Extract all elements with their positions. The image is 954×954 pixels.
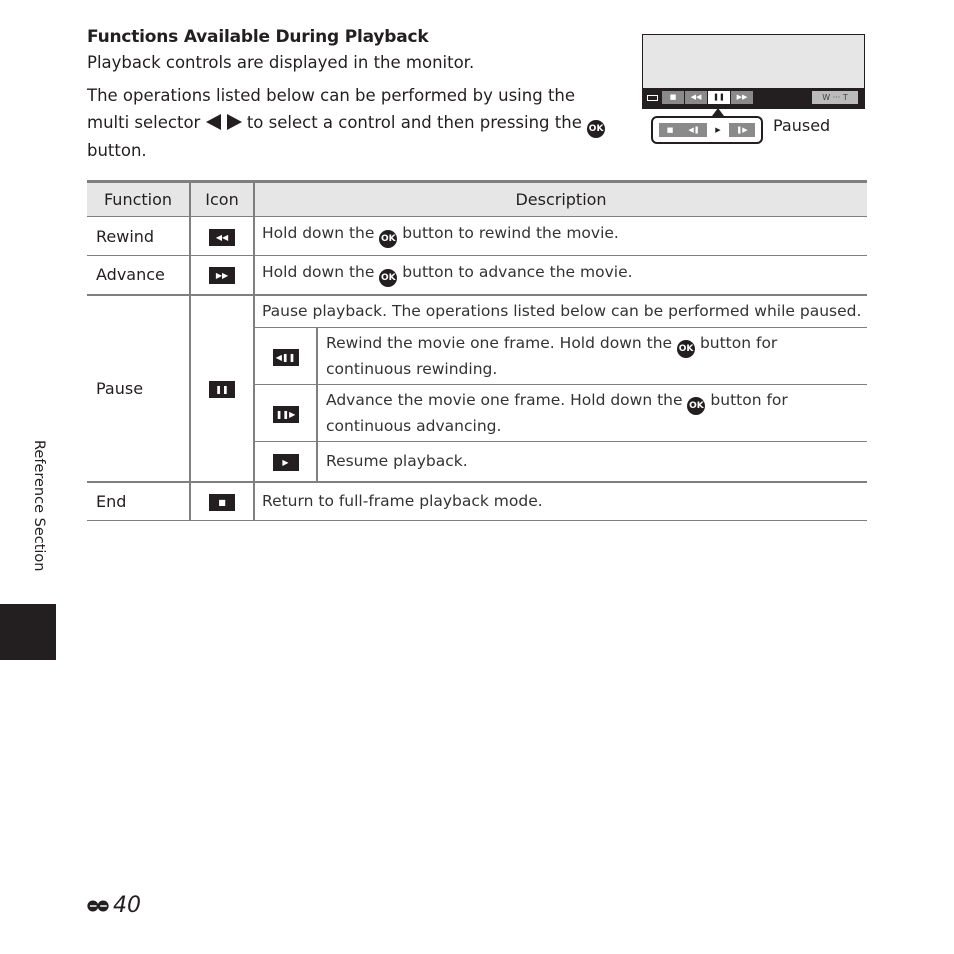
intro-text-b: to select a control and then pressing the bbox=[246, 112, 582, 132]
rewind-icon: ◀◀ bbox=[209, 229, 235, 246]
description-cell: Return to full-frame playback mode. bbox=[254, 482, 867, 521]
icon-cell bbox=[254, 385, 317, 442]
reference-section-icon bbox=[87, 897, 109, 915]
rewind-icon: ◀◀ bbox=[685, 91, 707, 104]
functions-table bbox=[87, 180, 867, 521]
description-cell: Pause playback. The operations listed below can be performed while paused. bbox=[254, 295, 867, 328]
icon-cell bbox=[190, 482, 254, 521]
zoom-volume-indicator: W ··· T bbox=[812, 91, 858, 104]
description-text: Advance the movie one frame. Hold down the bbox=[326, 391, 683, 409]
ok-button-icon: OK bbox=[687, 397, 705, 415]
frame-forward-icon: ❚❚▶ bbox=[273, 406, 299, 423]
description-text: Hold down the bbox=[262, 262, 375, 281]
intro-text-c: button. bbox=[87, 140, 147, 160]
paused-label: Paused bbox=[773, 116, 831, 135]
intro-instructions bbox=[87, 83, 607, 164]
icon-cell bbox=[190, 217, 254, 256]
table-header-row bbox=[87, 182, 867, 217]
description-cell bbox=[317, 385, 867, 442]
intro-text-a: The operations listed below can be performed by using the multi selector bbox=[87, 86, 576, 132]
ok-button-icon: OK bbox=[379, 269, 397, 287]
description-cell bbox=[254, 256, 867, 295]
page-number-text: 40 bbox=[113, 893, 141, 918]
intro-text: Playback controls are displayed in the monitor. bbox=[87, 53, 475, 72]
icon-cell bbox=[254, 328, 317, 385]
description-cell bbox=[317, 328, 867, 385]
playback-control-bar bbox=[643, 88, 864, 108]
table-row bbox=[87, 217, 867, 256]
description-text: button for continuous rewinding. bbox=[326, 334, 778, 378]
description-text: button for continuous advancing. bbox=[326, 391, 788, 435]
stop-icon: ■ bbox=[662, 91, 684, 104]
side-section-label: Reference Section bbox=[31, 440, 47, 572]
side-section-tab bbox=[0, 604, 56, 660]
function-name: Rewind bbox=[87, 217, 190, 256]
description-cell: Resume playback. bbox=[317, 442, 867, 482]
multi-selector-left-right-icon bbox=[206, 114, 242, 130]
pause-icon: ❚❚ bbox=[708, 91, 730, 104]
page-number bbox=[87, 893, 141, 918]
description-text: Rewind the movie one frame. Hold down the bbox=[326, 334, 673, 352]
pause-icon: ❚❚ bbox=[209, 381, 235, 398]
section-heading: Functions Available During Playback bbox=[87, 27, 429, 47]
paused-controls-callout bbox=[651, 116, 763, 144]
play-icon: ▶ bbox=[707, 123, 729, 137]
battery-icon bbox=[647, 95, 658, 101]
header-description: Description bbox=[254, 182, 867, 217]
callout-pointer bbox=[712, 108, 724, 116]
header-icon: Icon bbox=[190, 182, 254, 217]
paused-control-bar bbox=[659, 123, 755, 137]
function-name: End bbox=[87, 482, 190, 521]
description-text: button to rewind the movie. bbox=[402, 224, 619, 242]
ok-button-icon: OK bbox=[677, 340, 695, 358]
ok-button-icon: OK bbox=[379, 230, 397, 248]
function-name: Advance bbox=[87, 256, 190, 295]
fast-forward-icon: ▶▶ bbox=[731, 91, 753, 104]
icon-cell bbox=[254, 442, 317, 482]
description-text: Hold down the bbox=[262, 224, 375, 242]
function-name: Pause bbox=[87, 295, 190, 482]
frame-back-icon: ◀❚ bbox=[688, 126, 700, 134]
frame-back-icon: ◀❚❚ bbox=[273, 349, 299, 366]
icon-cell bbox=[190, 295, 254, 482]
monitor-illustration bbox=[642, 34, 865, 109]
table-row bbox=[87, 482, 867, 521]
table-row bbox=[87, 295, 867, 328]
stop-icon: ■ bbox=[666, 126, 674, 134]
ok-button-icon: OK bbox=[587, 120, 605, 138]
icon-cell bbox=[190, 256, 254, 295]
frame-forward-icon: ❚▶ bbox=[736, 126, 748, 134]
header-function: Function bbox=[87, 182, 190, 217]
fast-forward-icon: ▶▶ bbox=[209, 267, 235, 284]
play-icon: ▶ bbox=[273, 454, 299, 471]
description-cell bbox=[254, 217, 867, 256]
table-row bbox=[87, 256, 867, 295]
description-text: button to advance the movie. bbox=[402, 262, 633, 281]
stop-icon: ■ bbox=[209, 494, 235, 511]
